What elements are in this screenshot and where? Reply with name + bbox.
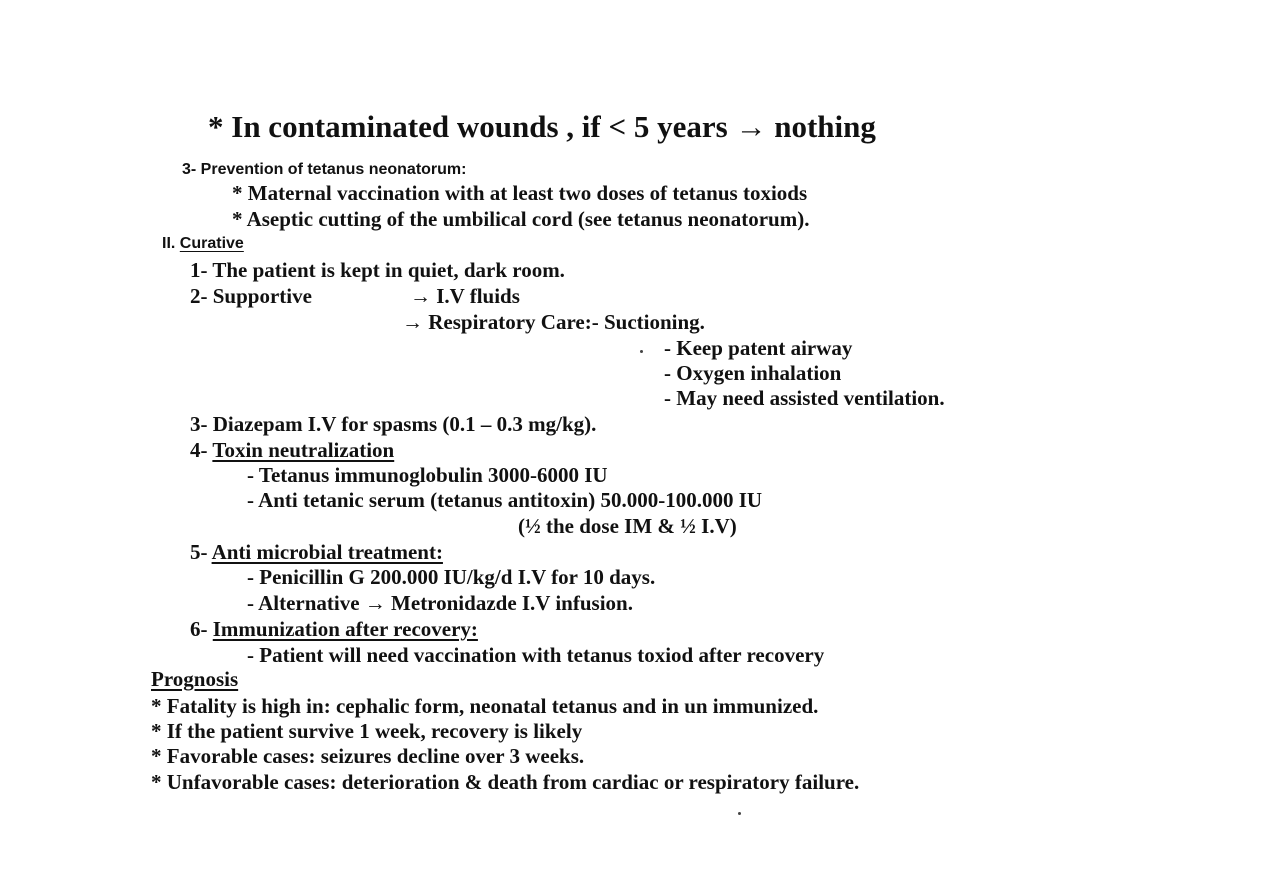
- curative-number: II.: [162, 235, 176, 252]
- antimicrobial-item: - Penicillin G 200.000 IU/kg/d I.V for 10 days.: [247, 565, 656, 589]
- curative-step-6: [190, 619, 478, 640]
- prognosis-item: * If the patient survive 1 week, recovery is likely: [151, 719, 583, 743]
- toxin-item: - Tetanus immunoglobulin 3000-6000 IU: [247, 463, 608, 487]
- prognosis-item: * Unfavorable cases: deterioration & death from cardiac or respiratory failure.: [151, 770, 860, 794]
- step-6-title: Immunization after recovery:: [212, 617, 478, 641]
- supportive-label: 2- Supportive: [190, 284, 312, 308]
- antimicrobial-item: - Alternative → Metronidazde I.V infusion.: [247, 591, 633, 615]
- step-6-number: 6-: [190, 617, 208, 641]
- immunization-item: - Patient will need vaccination with tetanus toxiod after recovery: [247, 643, 825, 667]
- respiratory-care: → Respiratory Care:- Suctioning.: [402, 310, 705, 334]
- prognosis-title: Prognosis: [151, 667, 239, 691]
- respiratory-item: - Keep patent airway: [664, 336, 853, 360]
- curative-step-4: [190, 440, 394, 461]
- respiratory-item: - May need assisted ventilation.: [664, 386, 945, 410]
- step-5-number: 5-: [190, 540, 208, 564]
- curative-step-3: 3- Diazepam I.V for spasms (0.1 – 0.3 mg/kg).: [190, 412, 597, 436]
- scan-speck: [738, 812, 741, 815]
- toxin-item: - Anti tetanic serum (tetanus antitoxin) 50.000-100.000 IU: [247, 488, 763, 512]
- step-4-title: Toxin neutralization: [212, 438, 395, 462]
- page-heading: * In contaminated wounds , if < 5 years → nothing: [208, 109, 876, 144]
- step-5-title: Anti microbial treatment:: [211, 540, 443, 564]
- scan-speck: [640, 350, 643, 353]
- prognosis-item: * Favorable cases: seizures decline over 3 weeks.: [151, 744, 585, 768]
- curative-step-1: 1- The patient is kept in quiet, dark room.: [190, 258, 565, 282]
- prevention-item: * Maternal vaccination with at least two doses of tetanus toxiods: [232, 181, 808, 205]
- supportive-fluids: → I.V fluids: [410, 284, 520, 308]
- prevention-title: 3- Prevention of tetanus neonatorum:: [182, 161, 467, 178]
- curative-heading: [162, 236, 244, 252]
- prognosis-item: * Fatality is high in: cephalic form, neonatal tetanus and in un immunized.: [151, 694, 819, 718]
- toxin-dose-note: (½ the dose IM & ½ I.V): [518, 514, 737, 538]
- step-4-number: 4-: [190, 438, 208, 462]
- prevention-item: * Aseptic cutting of the umbilical cord (see tetanus neonatorum).: [232, 207, 810, 231]
- respiratory-item: - Oxygen inhalation: [664, 361, 842, 385]
- curative-step-5: [190, 542, 443, 563]
- curative-title: Curative: [179, 235, 244, 252]
